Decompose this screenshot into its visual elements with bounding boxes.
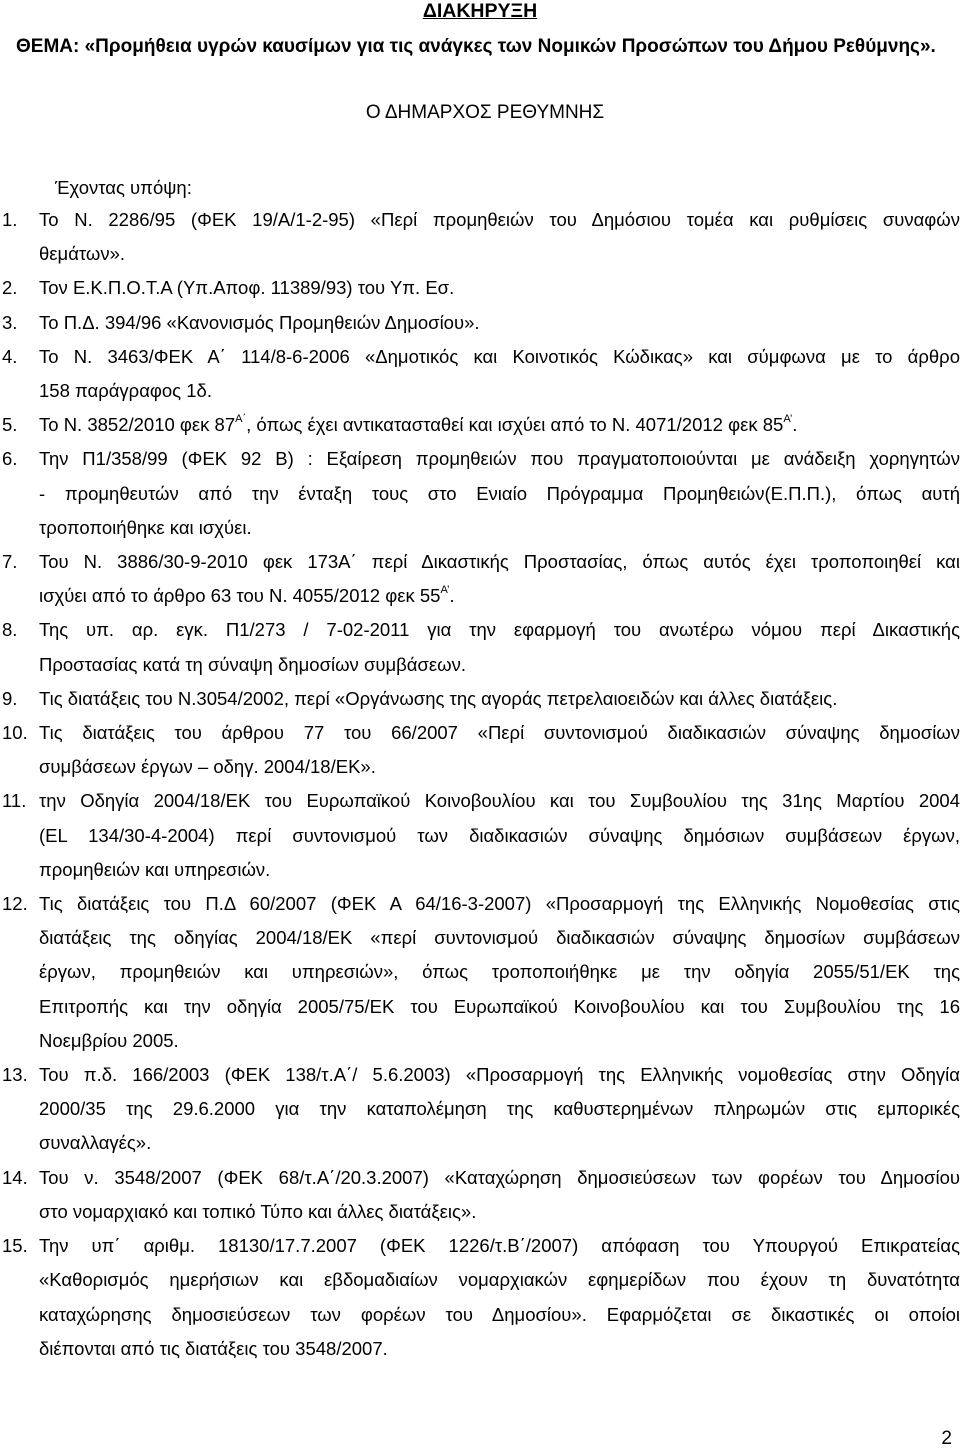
list-item	[0, 887, 960, 1058]
list-item	[0, 1229, 960, 1366]
having-considered: Έχοντας υπόψη:	[55, 177, 192, 198]
item-line: 2000/35 της 29.6.2000 για την καταπολέμηση της καθυστερημένων πληρωμών στις εμπορικές	[39, 1098, 960, 1120]
item-number: 12.	[2, 893, 28, 915]
superscript: Α’	[440, 584, 450, 597]
item-line: Το Ν. 2286/95 (ΦΕΚ 19/Α/1-2-95) «Περί προμηθειών του Δημόσιου τομέα και ρυθμίσεις συναφών	[39, 209, 960, 230]
item-line: Τον Ε.Κ.Π.Ο.Τ.Α (Υπ.Αποφ. 11389/93) του Υπ. Εσ.	[39, 277, 455, 299]
item-number: 9.	[2, 687, 18, 709]
item-text	[39, 1229, 960, 1366]
item-line: συναλλαγές».	[39, 1132, 152, 1154]
list-item	[0, 613, 960, 681]
item-number: 5.	[2, 414, 18, 436]
item-number: 3.	[2, 311, 18, 333]
item-line: στο νομαρχιακό και τοπικό Τύπο και άλλες διατάξεις».	[39, 1200, 477, 1222]
item-number: 15.	[2, 1235, 28, 1257]
item-number: 1.	[2, 209, 18, 230]
item-text-part: .	[449, 585, 455, 607]
list-item	[0, 1161, 960, 1229]
item-text-part: Το Ν. 3852/2010 φεκ 87	[39, 414, 236, 436]
item-line: Το Ν. 3463/ΦΕΚ Α΄ 114/8-6-2006 «Δημοτικός και Κοινοτικός Κώδικας» και σύμφωνα με το άρθρο	[39, 345, 960, 367]
item-text	[39, 340, 960, 408]
item-number: 4.	[2, 345, 18, 367]
item-line: Του Ν. 3886/30-9-2010 φεκ 173Α΄ περί Δικαστικής Προστασίας, όπως αυτός έχει τροποποιηθεί και	[39, 551, 960, 573]
superscript: Α΄	[235, 413, 247, 426]
item-line: διατάξεις της οδηγίας 2004/18/ΕΚ «περί συντονισμού διαδικασιών σύναψης δημοσίων συμβάσεων	[39, 927, 960, 949]
item-number: 13.	[2, 1064, 28, 1086]
item-number: 7.	[2, 551, 18, 573]
item-text	[39, 1161, 960, 1229]
item-line: θεμάτων».	[39, 243, 126, 265]
list-item	[0, 1058, 960, 1161]
item-line	[39, 579, 960, 613]
item-line: έργων, προμηθειών και υπηρεσιών», όπως τροποποιήθηκε με την οδηγία 2055/51/ΕΚ της	[39, 961, 960, 983]
item-line: την Οδηγία 2004/18/ΕΚ του Ευρωπαϊκού Κοινοβουλίου και του Συμβουλίου της 31ης Μαρτίου 2004	[39, 790, 960, 812]
item-text	[39, 784, 960, 887]
list-item	[0, 340, 960, 408]
item-line: Την υπ΄ αριθμ. 18130/17.7.2007 (ΦΕΚ 1226/τ.Β΄/2007) απόφαση του Υπουργού Επικρατείας	[39, 1235, 960, 1257]
item-line: Τις διατάξεις του Π.Δ 60/2007 (ΦΕΚ Α 64/16-3-2007) «Προσαρμογή της Ελληνικής Νομοθεσίας στις	[39, 893, 960, 915]
list-item	[0, 716, 960, 784]
considerations-list	[0, 203, 960, 1366]
item-number: 11.	[2, 790, 27, 812]
item-text	[39, 545, 960, 613]
superscript: Α’	[783, 413, 793, 426]
item-text	[39, 887, 960, 1058]
document-title: ΔΙΑΚΗΡΥΞΗ	[422, 0, 538, 22]
item-line: 158 παράγραφος 1δ.	[39, 380, 212, 402]
item-text	[39, 682, 960, 716]
list-item	[0, 682, 960, 716]
item-line: Την Π1/358/99 (ΦΕΚ 92 Β) : Εξαίρεση προμηθειών που πραγματοποιούνται με ανάδειξη χορηγητών	[39, 448, 960, 470]
page-number: 2	[941, 1428, 952, 1449]
item-line: - προμηθευτών από την ένταξη τους στο Ενιαίο Πρόγραμμα Προμηθειών(Ε.Π.Π.), όπως αυτή	[39, 482, 960, 504]
item-line: προμηθειών και υπηρεσιών.	[39, 858, 271, 880]
mayor-heading: Ο ΔΗΜΑΡΧΟΣ ΡΕΘΥΜΝΗΣ	[365, 102, 605, 123]
item-line: Το Π.Δ. 394/96 «Κανονισμός Προμηθειών Δημοσίου».	[39, 311, 480, 333]
item-line: Επιτροπής και την οδηγία 2005/75/ΕΚ του Ευρωπαϊκού Κοινοβουλίου και του Συμβουλίου της 16	[39, 995, 960, 1017]
item-line	[39, 408, 960, 442]
item-line: διέπονται από τις διατάξεις του 3548/2007.	[39, 1337, 388, 1359]
subject-line: ΘΕΜΑ: «Προμήθεια υγρών καυσίμων για τις ανάγκες των Νομικών Προσώπων του Δήμου Ρεθύμνης».	[16, 36, 936, 57]
item-line: Της υπ. αρ. εγκ. Π1/273 / 7-02-2011 για την εφαρμογή του ανωτέρω νόμου περί Δικαστικής	[39, 619, 960, 641]
item-text-part: ισχύει από το άρθρο 63 του Ν. 4055/2012 φεκ 55	[39, 585, 441, 607]
list-item	[0, 784, 960, 887]
item-text	[39, 1058, 960, 1161]
item-text-part: .	[792, 414, 798, 436]
item-line: συμβάσεων έργων – οδηγ. 2004/18/ΕΚ».	[39, 756, 376, 778]
item-line: τροποποιήθηκε και ισχύει.	[39, 516, 252, 538]
list-item	[0, 306, 960, 340]
item-text	[39, 716, 960, 784]
list-item	[0, 203, 960, 271]
list-item	[0, 408, 960, 442]
list-item	[0, 442, 960, 545]
item-text	[39, 306, 960, 340]
item-text	[39, 613, 960, 681]
item-number: 10.	[2, 722, 28, 744]
item-line: καταχώρησης δημοσιεύσεων των φορέων του Δημοσίου». Εφαρμόζεται σε δικαστικές οι οποίοι	[39, 1303, 960, 1325]
item-line: Νοεμβρίου 2005.	[39, 1029, 179, 1051]
item-text-part: , όπως έχει αντικατασταθεί και ισχύει από το Ν. 4071/2012 φεκ 85	[246, 414, 784, 436]
item-text	[39, 271, 960, 305]
item-line: Του ν. 3548/2007 (ΦΕΚ 68/τ.Α΄/20.3.2007) «Καταχώρηση δημοσιεύσεων των φορέων του Δημοσίου	[39, 1166, 960, 1188]
item-line: «Καθορισμός ημερήσιων και εβδομαδιαίων νομαρχιακών εφημερίδων που έχουν τη δυνατότητα	[39, 1269, 960, 1291]
item-line: Τις διατάξεις του Ν.3054/2002, περί «Οργάνωσης της αγοράς πετρελαιοειδών και άλλες διατάξεις.	[39, 687, 838, 709]
item-number: 8.	[2, 619, 18, 641]
item-number: 2.	[2, 277, 18, 299]
list-item	[0, 545, 960, 613]
item-text	[39, 408, 960, 442]
item-line: Τις διατάξεις του άρθρου 77 του 66/2007 «Περί συντονισμού διαδικασιών σύναψης δημοσίων	[39, 722, 960, 744]
item-text	[39, 203, 960, 271]
item-text	[39, 442, 960, 545]
item-line: Προστασίας κατά τη σύναψη δημοσίων συμβάσεων.	[39, 653, 466, 675]
item-line: (EL 134/30-4-2004) περί συντονισμού των διαδικασιών σύναψης δημόσιων συμβάσεων έργων,	[39, 824, 960, 846]
item-line: Του π.δ. 166/2003 (ΦΕΚ 138/τ.Α΄/ 5.6.2003) «Προσαρμογή της Ελληνικής νομοθεσίας στην Οδηγία	[39, 1064, 960, 1086]
item-number: 14.	[2, 1166, 28, 1188]
list-item	[0, 271, 960, 305]
item-number: 6.	[2, 448, 18, 470]
